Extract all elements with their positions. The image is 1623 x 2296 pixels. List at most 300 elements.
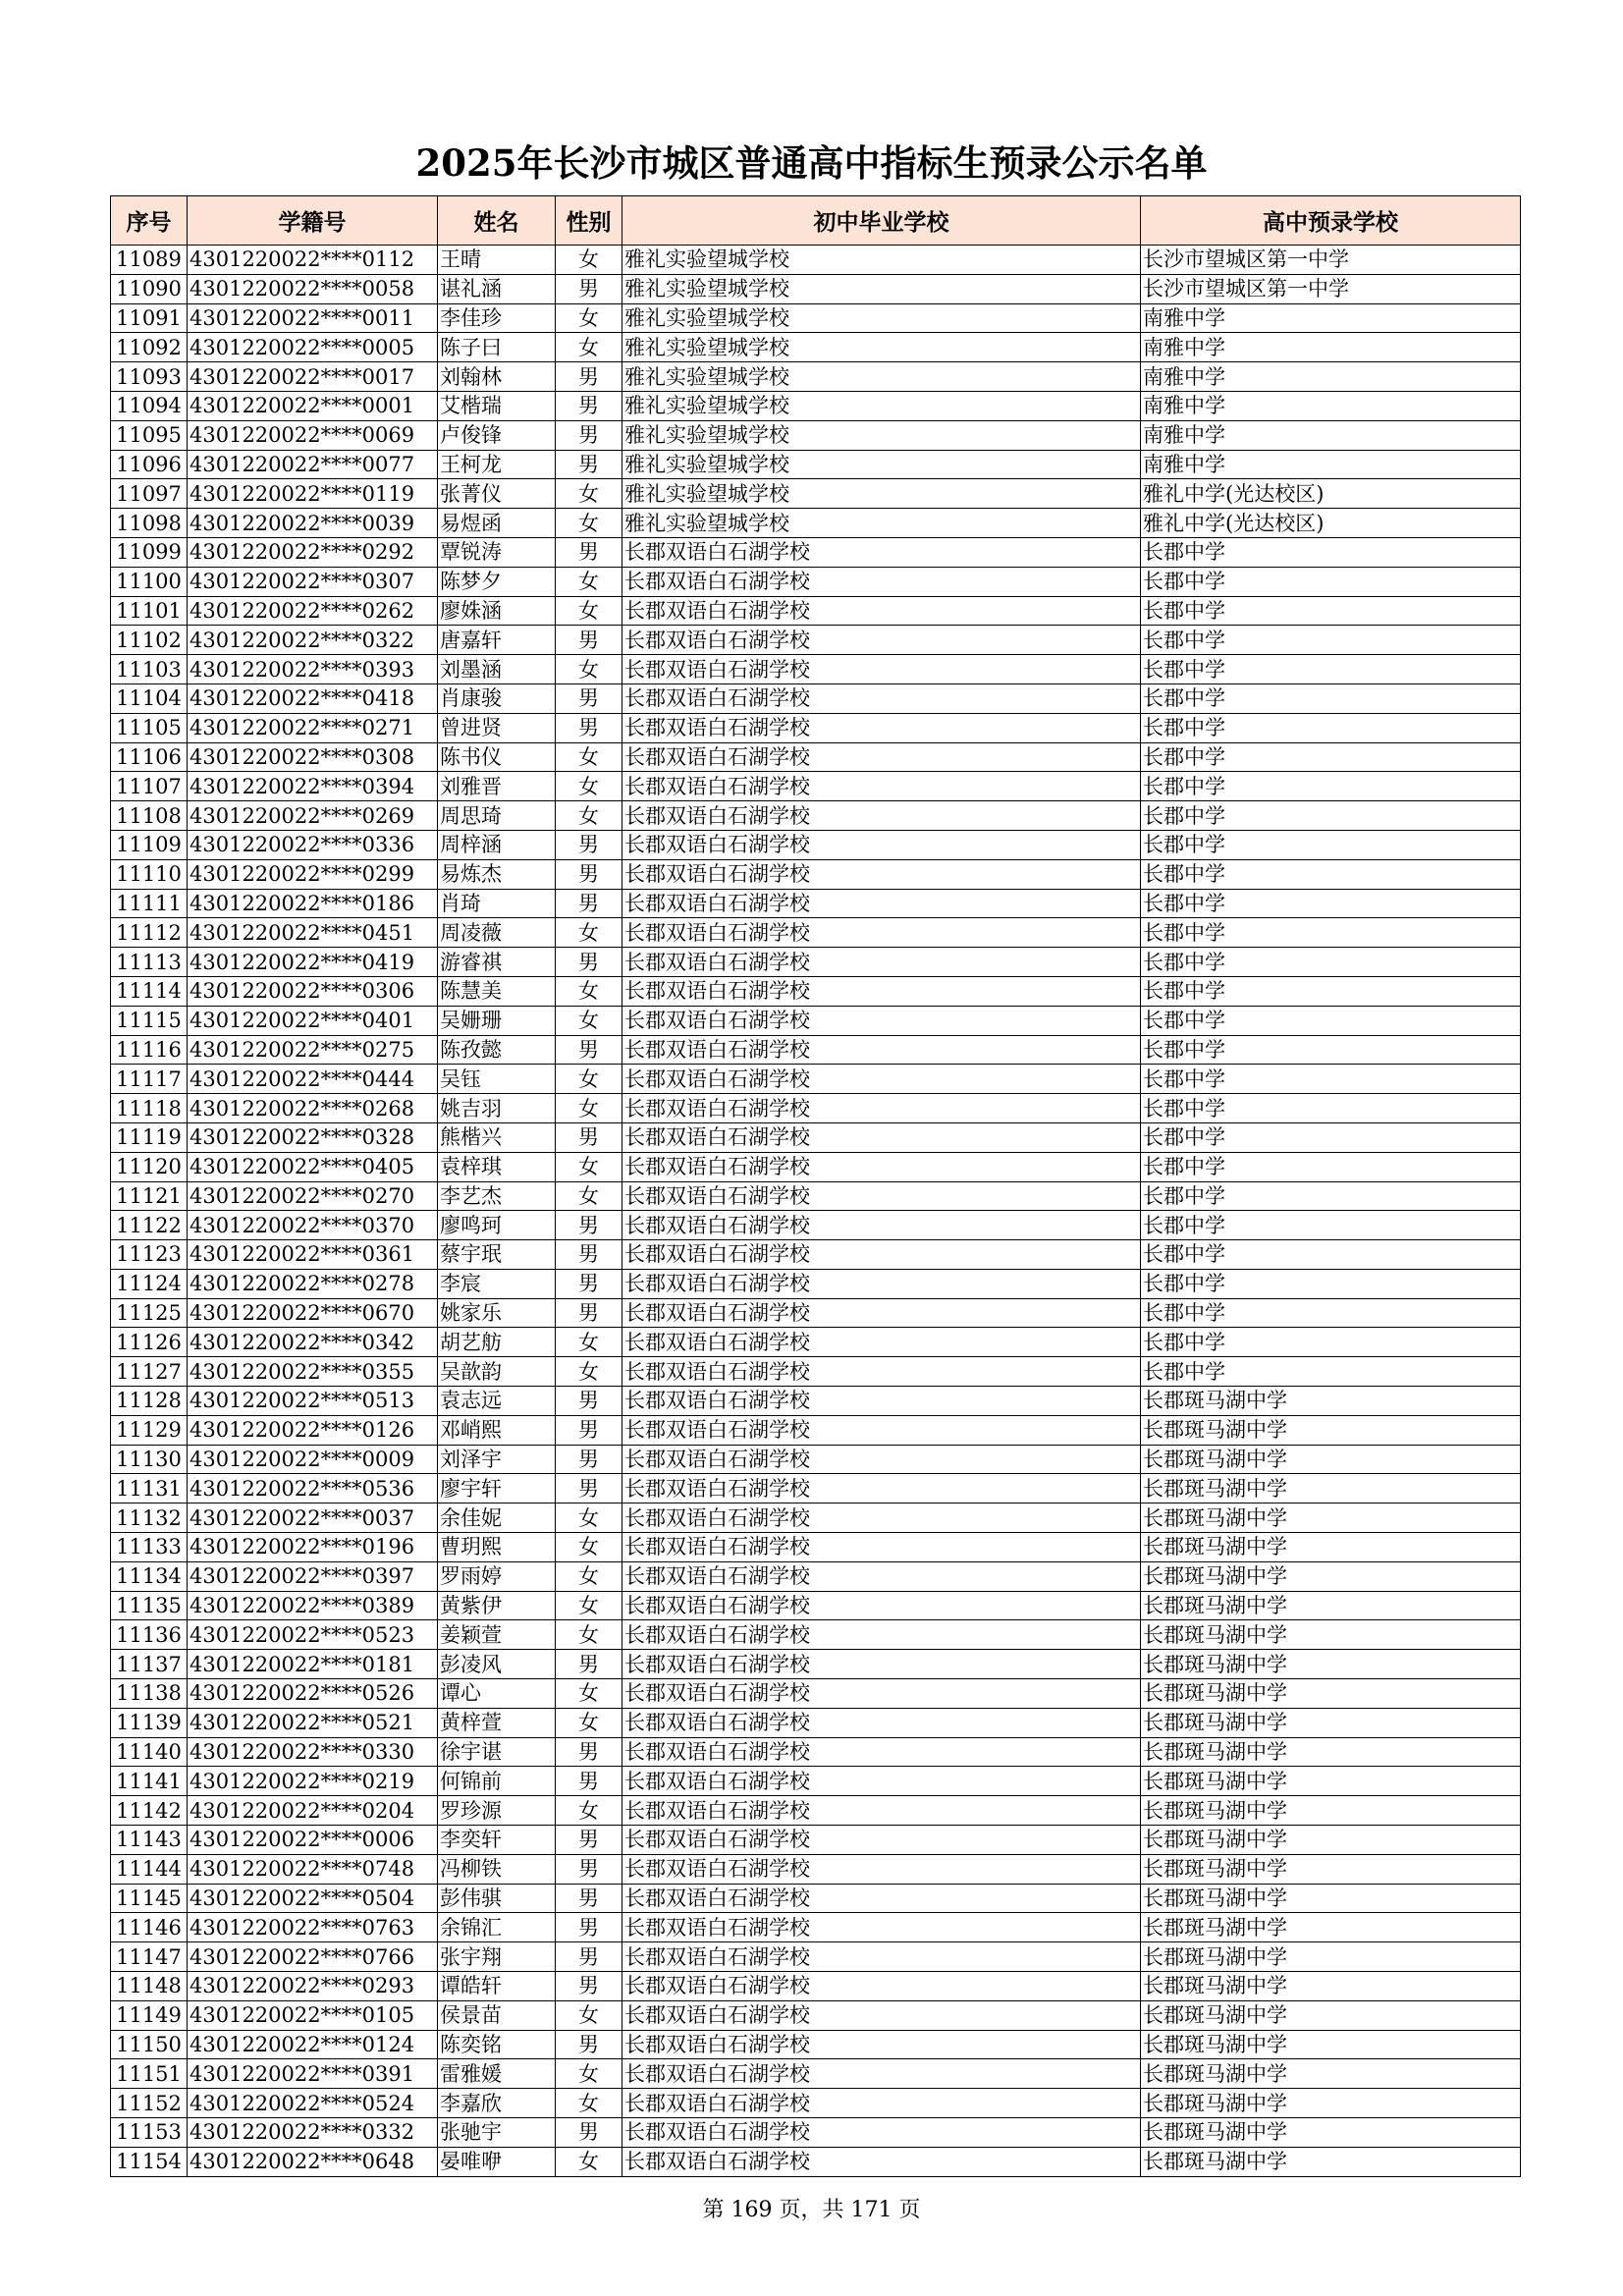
cell-middle-school: 长郡双语白石湖学校	[622, 1708, 1141, 1737]
cell-high-school: 长郡斑马湖中学	[1141, 1884, 1521, 1913]
cell-gender: 男	[556, 1240, 622, 1270]
cell-gender: 男	[556, 1035, 622, 1065]
cell-name: 袁梓琪	[438, 1152, 556, 1181]
table-row	[111, 655, 1521, 684]
cell-name: 雷雅媛	[438, 2059, 556, 2089]
cell-middle-school: 长郡双语白石湖学校	[622, 2089, 1141, 2118]
table-row	[111, 1211, 1521, 1240]
cell-middle-school: 长郡双语白石湖学校	[622, 2147, 1141, 2176]
cell-high-school: 长郡斑马湖中学	[1141, 1503, 1521, 1533]
cell-index: 11135	[111, 1591, 188, 1620]
cell-student-id: 4301220022****0524	[188, 2089, 438, 2118]
cell-index: 11094	[111, 391, 188, 420]
cell-student-id: 4301220022****0186	[188, 889, 438, 918]
cell-name: 陈慧美	[438, 976, 556, 1006]
cell-gender: 女	[556, 2000, 622, 2030]
cell-middle-school: 长郡双语白石湖学校	[622, 1298, 1141, 1328]
cell-gender: 女	[556, 1620, 622, 1650]
cell-high-school: 长郡中学	[1141, 683, 1521, 713]
cell-high-school: 长郡中学	[1141, 1269, 1521, 1298]
cell-high-school: 长郡中学	[1141, 1006, 1521, 1035]
cell-gender: 女	[556, 655, 622, 684]
table-row	[111, 509, 1521, 538]
cell-gender: 男	[556, 1972, 622, 2001]
column-header-student-id: 学籍号	[188, 196, 438, 246]
cell-middle-school: 长郡双语白石湖学校	[622, 859, 1141, 889]
cell-high-school: 长沙市望城区第一中学	[1141, 274, 1521, 303]
cell-student-id: 4301220022****0504	[188, 1884, 438, 1913]
cell-middle-school: 长郡双语白石湖学校	[622, 1854, 1141, 1884]
cell-index: 11102	[111, 626, 188, 655]
cell-name: 周思琦	[438, 801, 556, 831]
cell-high-school: 长郡斑马湖中学	[1141, 1415, 1521, 1445]
cell-name: 曹玥熙	[438, 1533, 556, 1562]
cell-student-id: 4301220022****0444	[188, 1065, 438, 1094]
cell-student-id: 4301220022****0451	[188, 918, 438, 948]
cell-index: 11096	[111, 450, 188, 479]
cell-gender: 女	[556, 1708, 622, 1737]
cell-name: 刘雅晋	[438, 772, 556, 801]
table-row	[111, 889, 1521, 918]
cell-student-id: 4301220022****0361	[188, 1240, 438, 1270]
table-row	[111, 1269, 1521, 1298]
cell-middle-school: 长郡双语白石湖学校	[622, 801, 1141, 831]
cell-middle-school: 长郡双语白石湖学校	[622, 1942, 1141, 1972]
cell-high-school: 雅礼中学(光达校区)	[1141, 509, 1521, 538]
cell-index: 11146	[111, 1913, 188, 1942]
cell-high-school: 长郡中学	[1141, 889, 1521, 918]
cell-name: 李嘉欣	[438, 2089, 556, 2118]
cell-middle-school: 长郡双语白石湖学校	[622, 830, 1141, 859]
cell-index: 11099	[111, 537, 188, 567]
cell-index: 11122	[111, 1211, 188, 1240]
cell-index: 11125	[111, 1298, 188, 1328]
table-row	[111, 1826, 1521, 1855]
cell-index: 11139	[111, 1708, 188, 1737]
cell-student-id: 4301220022****0405	[188, 1152, 438, 1181]
cell-name: 姚家乐	[438, 1298, 556, 1328]
table-row	[111, 2059, 1521, 2089]
cell-high-school: 长郡斑马湖中学	[1141, 1387, 1521, 1416]
cell-gender: 男	[556, 1767, 622, 1796]
cell-name: 谌礼涵	[438, 274, 556, 303]
cell-name: 廖姝涵	[438, 596, 556, 626]
cell-gender: 女	[556, 2147, 622, 2176]
cell-name: 肖琦	[438, 889, 556, 918]
cell-gender: 女	[556, 1679, 622, 1709]
cell-student-id: 4301220022****0648	[188, 2147, 438, 2176]
cell-student-id: 4301220022****0370	[188, 1211, 438, 1240]
table-row	[111, 1298, 1521, 1328]
cell-gender: 男	[556, 1884, 622, 1913]
cell-index: 11142	[111, 1796, 188, 1826]
cell-name: 袁志远	[438, 1387, 556, 1416]
cell-high-school: 长郡斑马湖中学	[1141, 1796, 1521, 1826]
table-row	[111, 1650, 1521, 1679]
cell-index: 11120	[111, 1152, 188, 1181]
cell-index: 11136	[111, 1620, 188, 1650]
table-row	[111, 918, 1521, 948]
cell-gender: 女	[556, 1094, 622, 1123]
cell-student-id: 4301220022****0124	[188, 2030, 438, 2059]
cell-index: 11145	[111, 1884, 188, 1913]
cell-middle-school: 长郡双语白石湖学校	[622, 1240, 1141, 1270]
cell-middle-school: 长郡双语白石湖学校	[622, 713, 1141, 742]
cell-name: 张驰宇	[438, 2118, 556, 2148]
cell-gender: 男	[556, 1942, 622, 1972]
cell-student-id: 4301220022****0401	[188, 1006, 438, 1035]
cell-middle-school: 雅礼实验望城学校	[622, 391, 1141, 420]
cell-name: 游睿祺	[438, 948, 556, 977]
cell-gender: 女	[556, 976, 622, 1006]
table-row	[111, 772, 1521, 801]
cell-index: 11121	[111, 1181, 188, 1211]
cell-gender: 女	[556, 772, 622, 801]
cell-student-id: 4301220022****0299	[188, 859, 438, 889]
table-row	[111, 596, 1521, 626]
cell-name: 彭凌风	[438, 1650, 556, 1679]
cell-high-school: 长郡中学	[1141, 742, 1521, 772]
cell-name: 吴姗珊	[438, 1006, 556, 1035]
cell-index: 11150	[111, 2030, 188, 2059]
cell-gender: 女	[556, 2059, 622, 2089]
table-row	[111, 1152, 1521, 1181]
cell-middle-school: 长郡双语白石湖学校	[622, 1826, 1141, 1855]
table-row	[111, 2000, 1521, 2030]
cell-student-id: 4301220022****0330	[188, 1737, 438, 1767]
table-row	[111, 1474, 1521, 1503]
table-row	[111, 1181, 1521, 1211]
cell-name: 姚吉羽	[438, 1094, 556, 1123]
cell-name: 彭伟骐	[438, 1884, 556, 1913]
table-row	[111, 1767, 1521, 1796]
cell-student-id: 4301220022****0419	[188, 948, 438, 977]
cell-middle-school: 雅礼实验望城学校	[622, 420, 1141, 450]
cell-middle-school: 雅礼实验望城学校	[622, 479, 1141, 509]
table-row	[111, 1708, 1521, 1737]
cell-student-id: 4301220022****0126	[188, 1415, 438, 1445]
cell-student-id: 4301220022****0006	[188, 1826, 438, 1855]
cell-high-school: 长郡中学	[1141, 1035, 1521, 1065]
cell-gender: 男	[556, 1474, 622, 1503]
cell-student-id: 4301220022****0269	[188, 801, 438, 831]
cell-gender: 男	[556, 626, 622, 655]
cell-high-school: 长郡斑马湖中学	[1141, 1620, 1521, 1650]
cell-middle-school: 长郡双语白石湖学校	[622, 1679, 1141, 1709]
cell-middle-school: 长郡双语白石湖学校	[622, 1094, 1141, 1123]
cell-gender: 男	[556, 274, 622, 303]
cell-name: 唐嘉轩	[438, 626, 556, 655]
cell-name: 熊楷兴	[438, 1122, 556, 1152]
cell-index: 11143	[111, 1826, 188, 1855]
cell-high-school: 长郡中学	[1141, 1122, 1521, 1152]
table-row	[111, 1006, 1521, 1035]
table-row	[111, 1328, 1521, 1357]
cell-high-school: 长郡中学	[1141, 713, 1521, 742]
cell-gender: 女	[556, 1561, 622, 1591]
cell-high-school: 长郡中学	[1141, 859, 1521, 889]
table-row	[111, 450, 1521, 479]
table-body	[111, 246, 1521, 2177]
column-header-gender: 性别	[556, 196, 622, 246]
cell-high-school: 长郡中学	[1141, 948, 1521, 977]
cell-middle-school: 长郡双语白石湖学校	[622, 1796, 1141, 1826]
cell-name: 罗珍源	[438, 1796, 556, 1826]
cell-index: 11149	[111, 2000, 188, 2030]
cell-index: 11093	[111, 362, 188, 392]
cell-gender: 女	[556, 596, 622, 626]
cell-gender: 女	[556, 509, 622, 538]
cell-high-school: 长郡斑马湖中学	[1141, 1708, 1521, 1737]
cell-gender: 女	[556, 303, 622, 333]
cell-gender: 男	[556, 2030, 622, 2059]
cell-gender: 男	[556, 859, 622, 889]
cell-gender: 男	[556, 1737, 622, 1767]
cell-name: 陈孜懿	[438, 1035, 556, 1065]
cell-name: 余锦汇	[438, 1913, 556, 1942]
cell-middle-school: 长郡双语白石湖学校	[622, 1650, 1141, 1679]
cell-index: 11108	[111, 801, 188, 831]
cell-index: 11118	[111, 1094, 188, 1123]
cell-student-id: 4301220022****0389	[188, 1591, 438, 1620]
table-row	[111, 683, 1521, 713]
cell-middle-school: 长郡双语白石湖学校	[622, 742, 1141, 772]
cell-index: 11115	[111, 1006, 188, 1035]
cell-index: 11124	[111, 1269, 188, 1298]
cell-student-id: 4301220022****0037	[188, 1503, 438, 1533]
table-row	[111, 2118, 1521, 2148]
cell-student-id: 4301220022****0196	[188, 1533, 438, 1562]
cell-student-id: 4301220022****0262	[188, 596, 438, 626]
table-row	[111, 1503, 1521, 1533]
cell-gender: 男	[556, 889, 622, 918]
cell-student-id: 4301220022****0355	[188, 1357, 438, 1387]
cell-high-school: 长郡斑马湖中学	[1141, 2118, 1521, 2148]
cell-middle-school: 长郡双语白石湖学校	[622, 1445, 1141, 1474]
cell-gender: 女	[556, 333, 622, 362]
table-row	[111, 1035, 1521, 1065]
cell-high-school: 长郡斑马湖中学	[1141, 1533, 1521, 1562]
cell-name: 张菁仪	[438, 479, 556, 509]
table-row	[111, 859, 1521, 889]
cell-index: 11140	[111, 1737, 188, 1767]
cell-name: 晏唯咿	[438, 2147, 556, 2176]
cell-high-school: 长郡中学	[1141, 830, 1521, 859]
page-footer: 第 169 页，共 171 页	[702, 2198, 921, 2222]
cell-index: 11152	[111, 2089, 188, 2118]
cell-middle-school: 雅礼实验望城学校	[622, 246, 1141, 275]
cell-index: 11113	[111, 948, 188, 977]
cell-index: 11101	[111, 596, 188, 626]
cell-high-school: 长郡斑马湖中学	[1141, 1913, 1521, 1942]
cell-high-school: 长郡斑马湖中学	[1141, 2000, 1521, 2030]
cell-high-school: 南雅中学	[1141, 391, 1521, 420]
cell-student-id: 4301220022****0204	[188, 1796, 438, 1826]
cell-high-school: 南雅中学	[1141, 420, 1521, 450]
cell-gender: 男	[556, 391, 622, 420]
cell-name: 肖康骏	[438, 683, 556, 713]
cell-gender: 男	[556, 830, 622, 859]
cell-index: 11147	[111, 1942, 188, 1972]
table-row	[111, 1679, 1521, 1709]
cell-index: 11111	[111, 889, 188, 918]
cell-name: 陈书仪	[438, 742, 556, 772]
cell-middle-school: 长郡双语白石湖学校	[622, 537, 1141, 567]
cell-index: 11114	[111, 976, 188, 1006]
cell-index: 11091	[111, 303, 188, 333]
table-row	[111, 420, 1521, 450]
cell-name: 张宇翔	[438, 1942, 556, 1972]
cell-name: 陈奕铭	[438, 2030, 556, 2059]
cell-middle-school: 长郡双语白石湖学校	[622, 1972, 1141, 2001]
cell-index: 11138	[111, 1679, 188, 1709]
cell-middle-school: 长郡双语白石湖学校	[622, 1474, 1141, 1503]
cell-high-school: 长郡中学	[1141, 976, 1521, 1006]
table-row	[111, 274, 1521, 303]
cell-index: 11141	[111, 1767, 188, 1796]
cell-middle-school: 雅礼实验望城学校	[622, 274, 1141, 303]
table-row	[111, 1913, 1521, 1942]
cell-high-school: 长郡中学	[1141, 626, 1521, 655]
cell-gender: 女	[556, 1065, 622, 1094]
cell-high-school: 长郡中学	[1141, 1240, 1521, 1270]
table-row	[111, 1854, 1521, 1884]
cell-middle-school: 长郡双语白石湖学校	[622, 976, 1141, 1006]
table-row	[111, 1387, 1521, 1416]
column-header-middle-school: 初中毕业学校	[622, 196, 1141, 246]
cell-middle-school: 长郡双语白石湖学校	[622, 596, 1141, 626]
cell-gender: 男	[556, 1913, 622, 1942]
cell-gender: 女	[556, 1181, 622, 1211]
cell-high-school: 南雅中学	[1141, 333, 1521, 362]
cell-high-school: 长郡斑马湖中学	[1141, 1445, 1521, 1474]
cell-name: 艾楷瑞	[438, 391, 556, 420]
cell-index: 11148	[111, 1972, 188, 2001]
cell-index: 11153	[111, 2118, 188, 2148]
cell-name: 陈梦夕	[438, 567, 556, 596]
cell-name: 黄梓萱	[438, 1708, 556, 1737]
cell-student-id: 4301220022****0058	[188, 274, 438, 303]
cell-student-id: 4301220022****0069	[188, 420, 438, 450]
cell-name: 吴歆韵	[438, 1357, 556, 1387]
cell-student-id: 4301220022****0001	[188, 391, 438, 420]
document-title: 2025年长沙市城区普通高中指标生预录公示名单	[415, 141, 1208, 185]
table-row	[111, 2030, 1521, 2059]
cell-middle-school: 长郡双语白石湖学校	[622, 1913, 1141, 1942]
cell-high-school: 长郡中学	[1141, 537, 1521, 567]
cell-gender: 男	[556, 1415, 622, 1445]
cell-high-school: 长沙市望城区第一中学	[1141, 246, 1521, 275]
cell-middle-school: 长郡双语白石湖学校	[622, 889, 1141, 918]
cell-middle-school: 长郡双语白石湖学校	[622, 2118, 1141, 2148]
cell-gender: 女	[556, 1006, 622, 1035]
cell-student-id: 4301220022****0670	[188, 1298, 438, 1328]
cell-high-school: 长郡中学	[1141, 772, 1521, 801]
table-row	[111, 479, 1521, 509]
cell-gender: 男	[556, 420, 622, 450]
table-row	[111, 303, 1521, 333]
cell-name: 李艺杰	[438, 1181, 556, 1211]
cell-name: 胡艺舫	[438, 1328, 556, 1357]
cell-gender: 男	[556, 683, 622, 713]
cell-name: 周凌薇	[438, 918, 556, 948]
cell-student-id: 4301220022****0119	[188, 479, 438, 509]
cell-high-school: 南雅中学	[1141, 303, 1521, 333]
cell-name: 罗雨婷	[438, 1561, 556, 1591]
cell-student-id: 4301220022****0308	[188, 742, 438, 772]
cell-middle-school: 长郡双语白石湖学校	[622, 918, 1141, 948]
cell-student-id: 4301220022****0017	[188, 362, 438, 392]
table-row	[111, 1796, 1521, 1826]
cell-index: 11107	[111, 772, 188, 801]
table-row	[111, 1884, 1521, 1913]
cell-student-id: 4301220022****0270	[188, 1181, 438, 1211]
cell-high-school: 长郡中学	[1141, 1298, 1521, 1328]
table-row	[111, 246, 1521, 275]
cell-name: 黄紫伊	[438, 1591, 556, 1620]
cell-high-school: 长郡斑马湖中学	[1141, 1474, 1521, 1503]
cell-student-id: 4301220022****0278	[188, 1269, 438, 1298]
cell-gender: 女	[556, 1152, 622, 1181]
cell-student-id: 4301220022****0328	[188, 1122, 438, 1152]
table-row	[111, 362, 1521, 392]
column-header-name: 姓名	[438, 196, 556, 246]
column-header-high-school: 高中预录学校	[1141, 196, 1521, 246]
cell-name: 覃锐涛	[438, 537, 556, 567]
table-row	[111, 1591, 1521, 1620]
table-row	[111, 1445, 1521, 1474]
table-row	[111, 801, 1521, 831]
table-row	[111, 1737, 1521, 1767]
cell-name: 邓峭熙	[438, 1415, 556, 1445]
table-row	[111, 1561, 1521, 1591]
cell-middle-school: 雅礼实验望城学校	[622, 509, 1141, 538]
cell-middle-school: 雅礼实验望城学校	[622, 450, 1141, 479]
cell-middle-school: 长郡双语白石湖学校	[622, 1269, 1141, 1298]
cell-middle-school: 长郡双语白石湖学校	[622, 1181, 1141, 1211]
cell-name: 李佳珍	[438, 303, 556, 333]
table-row	[111, 1065, 1521, 1094]
cell-gender: 女	[556, 1357, 622, 1387]
cell-middle-school: 长郡双语白石湖学校	[622, 772, 1141, 801]
cell-index: 11098	[111, 509, 188, 538]
cell-student-id: 4301220022****0039	[188, 509, 438, 538]
cell-student-id: 4301220022****0391	[188, 2059, 438, 2089]
cell-index: 11119	[111, 1122, 188, 1152]
cell-high-school: 长郡斑马湖中学	[1141, 2030, 1521, 2059]
cell-student-id: 4301220022****0342	[188, 1328, 438, 1357]
cell-student-id: 4301220022****0763	[188, 1913, 438, 1942]
cell-gender: 男	[556, 1269, 622, 1298]
cell-high-school: 长郡斑马湖中学	[1141, 2089, 1521, 2118]
cell-gender: 女	[556, 1503, 622, 1533]
cell-student-id: 4301220022****0766	[188, 1942, 438, 1972]
table-header-row	[111, 196, 1521, 246]
cell-gender: 男	[556, 713, 622, 742]
cell-gender: 女	[556, 567, 622, 596]
cell-student-id: 4301220022****0513	[188, 1387, 438, 1416]
cell-student-id: 4301220022****0275	[188, 1035, 438, 1065]
cell-name: 易煜函	[438, 509, 556, 538]
cell-middle-school: 长郡双语白石湖学校	[622, 1065, 1141, 1094]
cell-high-school: 长郡斑马湖中学	[1141, 1561, 1521, 1591]
cell-student-id: 4301220022****0009	[188, 1445, 438, 1474]
table-row	[111, 567, 1521, 596]
cell-student-id: 4301220022****0394	[188, 772, 438, 801]
cell-index: 11127	[111, 1357, 188, 1387]
cell-middle-school: 长郡双语白石湖学校	[622, 683, 1141, 713]
cell-high-school: 长郡中学	[1141, 567, 1521, 596]
